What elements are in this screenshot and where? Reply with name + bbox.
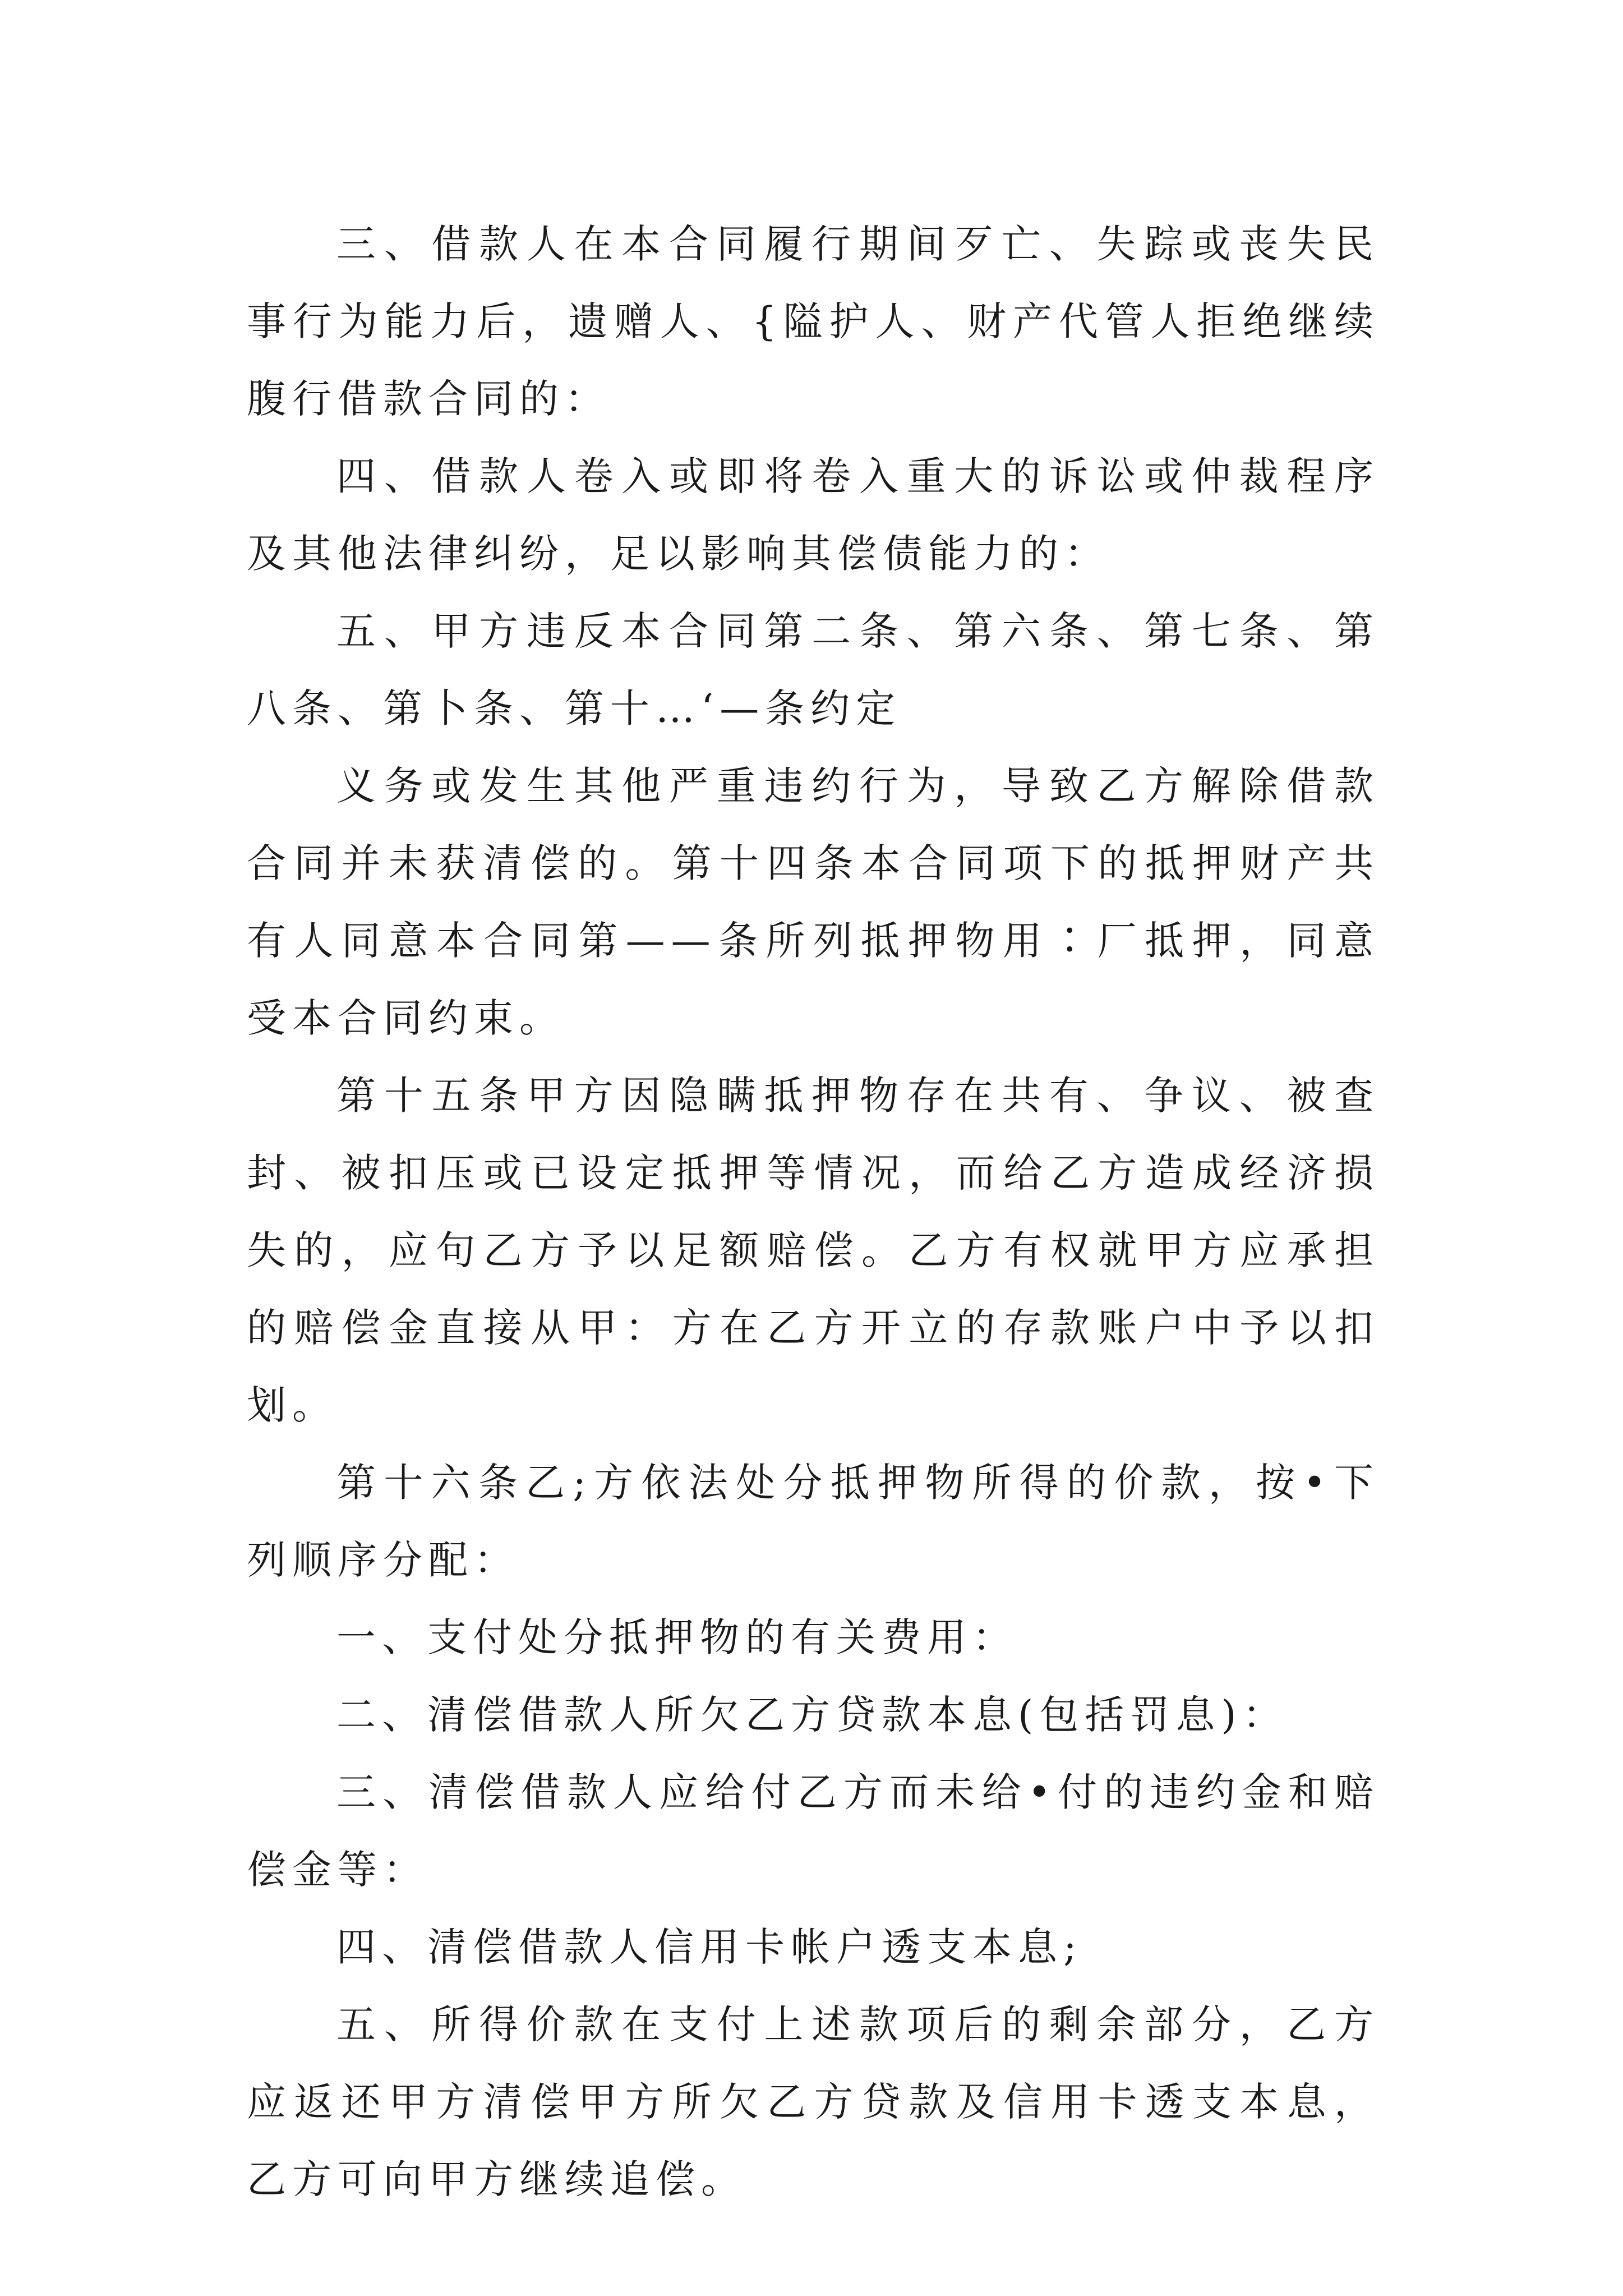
paragraph-article-15: 第十五条甲方因隐瞒抵押物存在共有、争议、被查封、被扣压或已设定抵押等情况，而给乙方造成经济损失的，应句乙方予以足额赔偿。乙方有权就甲方应承担的赔偿金直接从甲：方在乙方开立的存款账户中予以扣划。 bbox=[247, 1073, 1380, 1428]
paragraph-clause-5-breach: 五、甲方违反本合同第二条、第六条、第七条、第八条、第卜条、第十…‘—条约定 bbox=[247, 608, 1380, 731]
paragraph-distribution-5: 五、所得价款在支付上述款项后的剩余部分，乙方应返还甲方清偿甲方所欠乙方贷款及信用卡透支本息，乙方可向甲方继续追偿。 bbox=[247, 2001, 1380, 2202]
paragraph-distribution-3: 三、清偿借款人应给付乙方而未给•付的违约金和赔偿金等： bbox=[247, 1769, 1380, 1893]
paragraph-article-16: 第十六条乙;方依法处分抵押物所得的价款，按•下列顺序分配： bbox=[247, 1460, 1380, 1583]
paragraph-distribution-2: 二、清偿借款人所欠乙方贷款本息(包括罚息)： bbox=[336, 1692, 1288, 1738]
paragraph-distribution-4: 四、清偿借款人信用卡帐户透支本息; bbox=[336, 1924, 1083, 1970]
paragraph-obligation-article-14: 义务或发生其他严重违约行为，导致乙方解除借款合同并未获清偿的。第十四条本合同项下的抵押财产共有人同意本合同第——条所列抵押物用∶厂抵押，同意受本合同约束。 bbox=[247, 763, 1380, 1041]
paragraph-clause-3-death: 三、借款人在本合同履行期间歹亡、失踪或丧失民事行为能力后，遗赠人、{隘护人、财产代管人拒绝继续腹行借款合同的： bbox=[247, 221, 1380, 422]
paragraph-distribution-1: 一、支付处分抵押物的有关费用： bbox=[336, 1614, 1018, 1660]
paragraph-clause-4-litigation: 四、借款人卷入或即将卷入重大的诉讼或仲裁程序及其他法律纠纷，足以影响其偿债能力的： bbox=[247, 453, 1380, 577]
document-body bbox=[247, 205, 1380, 2218]
